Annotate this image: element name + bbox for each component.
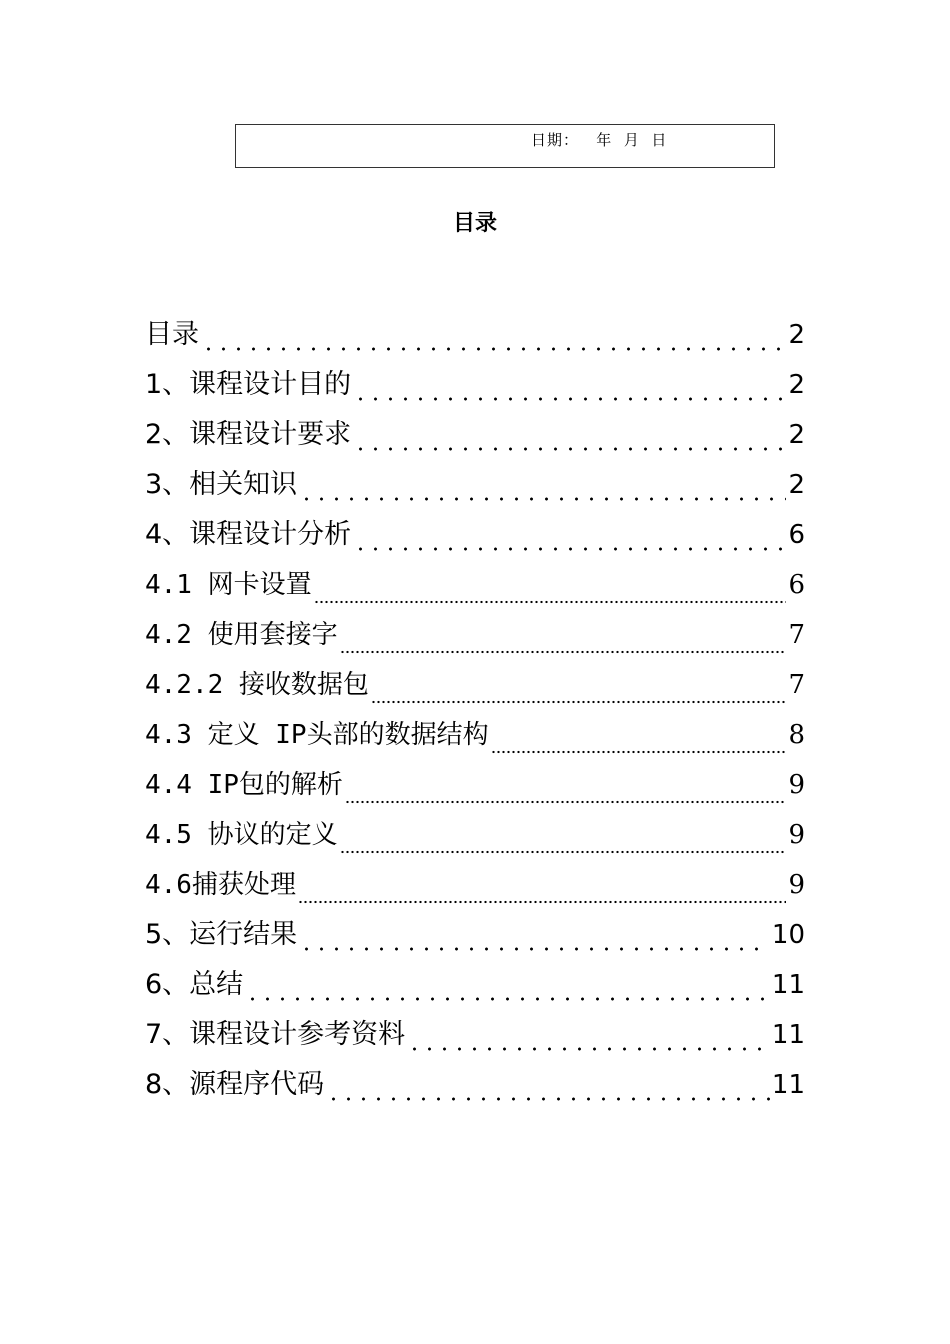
toc-entry-page: 6 (788, 520, 805, 550)
toc-dot-leader (491, 710, 787, 760)
toc-entry[interactable] (145, 460, 805, 510)
toc-entry-label: 目录 (145, 319, 199, 350)
toc-entry-page: 8 (788, 720, 805, 750)
toc-entry[interactable] (145, 560, 805, 610)
toc-dot-leader (371, 660, 787, 710)
toc-entry-label: 7、课程设计参考资料 (145, 1019, 406, 1050)
toc-entry-page: 11 (771, 970, 805, 1000)
toc-entry-page: 6 (788, 570, 805, 600)
toc-dot-leader (299, 460, 786, 510)
toc-entry-page: 10 (771, 920, 805, 950)
toc-entry-label: 4.2 使用套接字 (145, 620, 338, 650)
toc-entry-label: 4.2.2 接收数据包 (145, 670, 369, 700)
toc-dot-leader (353, 510, 786, 560)
toc-entry[interactable] (145, 310, 805, 360)
toc-dot-leader (353, 360, 786, 410)
toc-entry-label: 8、源程序代码 (145, 1069, 325, 1100)
toc-entry-label: 3、相关知识 (145, 469, 298, 500)
toc-dot-leader (299, 910, 770, 960)
toc-dot-leader (340, 810, 787, 860)
toc-entry[interactable] (145, 760, 805, 810)
toc-entry[interactable] (145, 1010, 805, 1060)
toc-dot-leader (298, 860, 786, 910)
toc-entry[interactable] (145, 660, 805, 710)
toc-entry-page: 2 (788, 470, 805, 500)
toc-entry[interactable] (145, 410, 805, 460)
toc-entry[interactable] (145, 960, 805, 1010)
toc-entry[interactable] (145, 1060, 805, 1110)
toc-entry-label: 6、总结 (145, 969, 244, 1000)
toc-entry-page: 2 (788, 420, 805, 450)
toc-entry[interactable] (145, 910, 805, 960)
toc-entry-label: 4.1 网卡设置 (145, 570, 312, 600)
toc-entry-label: 2、课程设计要求 (145, 419, 352, 450)
toc-dot-leader (407, 1010, 770, 1060)
toc-entry[interactable] (145, 610, 805, 660)
toc-entry-page: 11 (771, 1020, 805, 1050)
toc-entry[interactable] (145, 360, 805, 410)
toc-entry-label: 4、课程设计分析 (145, 519, 352, 550)
toc-entry-label: 4.6捕获处理 (145, 870, 296, 900)
toc-entry-page: 2 (788, 370, 805, 400)
toc-entry-label: 5、运行结果 (145, 919, 298, 950)
toc-dot-leader (201, 310, 786, 360)
toc-entry-label: 4.4 IP包的解析 (145, 770, 343, 800)
toc-dot-leader (314, 560, 787, 610)
table-of-contents (145, 310, 805, 1110)
toc-entry[interactable] (145, 510, 805, 560)
toc-entry-page: 9 (788, 870, 805, 900)
toc-dot-leader (340, 610, 787, 660)
toc-entry[interactable] (145, 860, 805, 910)
toc-entry-page: 7 (788, 620, 805, 650)
toc-entry-page: 11 (771, 1070, 805, 1100)
toc-entry-page: 2 (788, 320, 805, 350)
toc-dot-leader (353, 410, 786, 460)
toc-dot-leader (326, 1060, 770, 1110)
toc-dot-leader (245, 960, 770, 1010)
toc-entry-page: 7 (788, 670, 805, 700)
toc-entry-label: 1、课程设计目的 (145, 369, 352, 400)
toc-dot-leader (345, 760, 787, 810)
page-title: 目录 (452, 211, 497, 236)
toc-entry-page: 9 (788, 820, 805, 850)
toc-entry-page: 9 (788, 770, 805, 800)
toc-entry[interactable] (145, 710, 805, 760)
toc-entry-label: 4.3 定义 IP头部的数据结构 (145, 720, 489, 750)
date-label: 日期： 年 月 日 (531, 131, 668, 149)
toc-entry[interactable] (145, 810, 805, 860)
date-header-box (235, 124, 775, 168)
toc-entry-label: 4.5 协议的定义 (145, 820, 338, 850)
